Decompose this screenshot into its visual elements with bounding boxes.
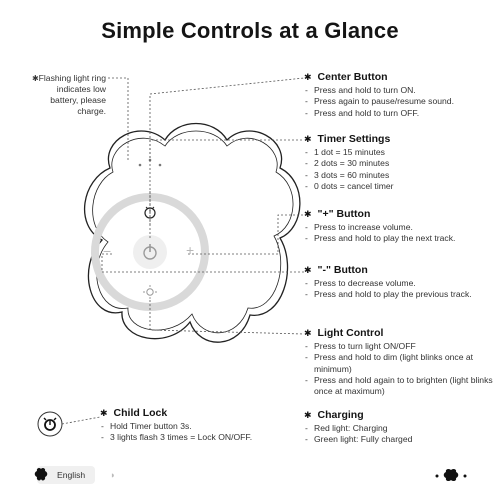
light-control-heading: Light Control [317,327,384,339]
language-label: English [57,470,86,480]
page-title: Simple Controls at a Glance [101,18,399,43]
brand-logo-icon [434,468,468,482]
minus-button-heading: "-" Button [317,264,368,276]
list-item: - Green light: Fully charged [304,434,494,445]
star-icon: ✱ [304,328,312,338]
list-item: - Press again to pause/resume sound. [304,96,494,107]
list-item: - Press and hold again to to brighten (light blinks once at maximum) [304,375,494,397]
low-battery-note-text: Flashing light ring indicates low battery, please charge. [38,73,106,116]
speaker-icon[interactable]: ◗ [110,470,116,480]
list-item: - 3 dots = 60 minutes [304,170,494,181]
list-item: - 0 dots = cancel timer [304,181,494,192]
low-battery-note [32,73,106,117]
list-item: - Press to decrease volume. [304,278,494,289]
light-control-section [304,328,494,397]
center-button-heading: Center Button [317,71,388,83]
list-item: - Press to increase volume. [304,222,494,233]
device-body [85,124,300,343]
star-icon: ✱ [304,72,312,82]
timer-settings-heading: Timer Settings [317,133,391,145]
list-item: - 1 dot = 15 minutes [304,147,494,158]
list-item: - Press and hold to turn OFF. [304,108,494,119]
list-item: - Press to turn light ON/OFF [304,341,494,352]
list-item: - 3 lights flash 3 times = Lock ON/OFF. [100,432,295,443]
star-icon: ✱ [304,265,312,275]
star-icon: ✱ [304,209,312,219]
child-lock-heading: Child Lock [113,407,168,419]
list-item: - Hold Timer button 3s. [100,421,295,432]
minus-button-section [304,265,494,301]
star-icon: ✱ [100,408,108,418]
list-item: - Press and hold to play the next track. [304,233,494,244]
list-item: - 2 dots = 30 minutes [304,158,494,169]
star-icon: ✱ [304,134,312,144]
list-item: - Press and hold to play the previous track. [304,289,494,300]
child-lock-section [100,408,295,444]
volume-minus-symbol: − [103,243,112,259]
list-item: - Press and hold to turn ON. [304,85,494,96]
flower-logo-icon [32,466,50,484]
charging-section [304,410,494,446]
charging-heading: Charging [317,409,364,421]
star-icon: ✱ [304,410,312,420]
volume-plus-symbol: + [186,242,195,258]
list-item: - Red light: Charging [304,423,494,434]
plus-button-heading: "+" Button [317,208,371,220]
center-button-section [304,72,494,119]
timer-settings-section [304,134,494,192]
plus-button-section [304,209,494,245]
list-item: - Press and hold to dim (light blinks once at minimum) [304,352,494,374]
star-icon: ✱ [32,74,39,83]
